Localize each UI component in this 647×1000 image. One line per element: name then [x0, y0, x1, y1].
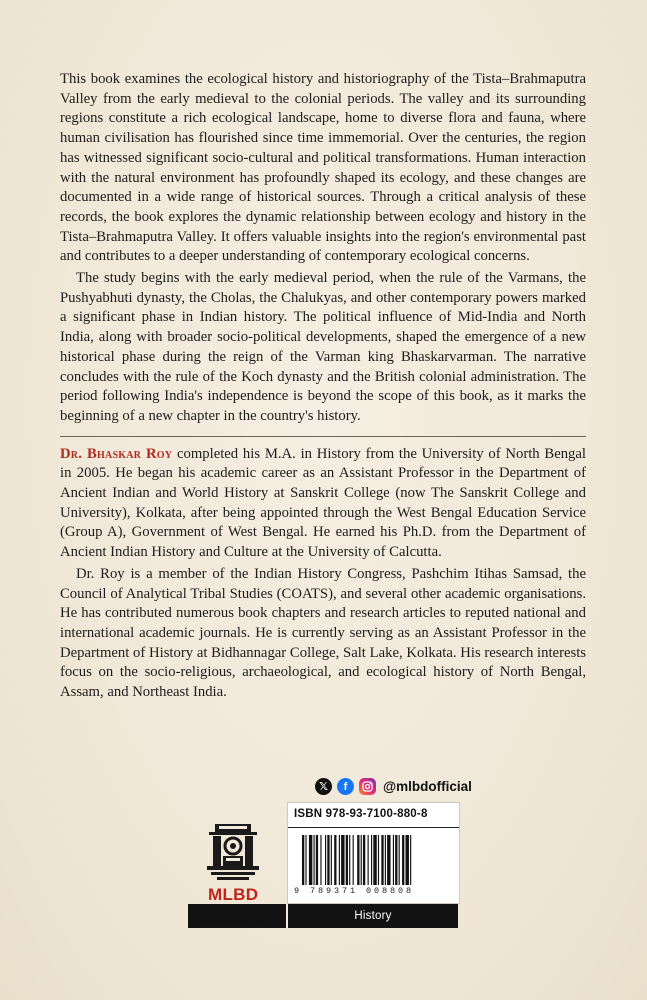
category-label: History	[354, 910, 392, 922]
barcode-bar	[373, 835, 376, 885]
barcode-bar	[346, 835, 348, 885]
synopsis-paragraph-2: The study begins with the early medieval period, when the rule of the Varmans, the Pushyabhuti dynasty, the Cholas, the Chalukyas, and other contemporary powers marked a significant phase in Indian history. The political influence of Mid-India and North India, along with broader socio-political developments, shaped the emergence of a new historical phase during the reign of the Varman king Bhaskarvarman. The narrative concludes with the rule of the Koch dynasty and the British colonial administration. The period following India's independence is beyond the scope of this book, as it marks the beginning of a new chapter in the country's history.	[60, 270, 586, 424]
barcode-bar	[399, 835, 400, 885]
facebook-icon[interactable]: f	[337, 778, 354, 795]
barcode-bar	[402, 835, 404, 885]
author-bio-text: completed his M.A. in History from the University of North Bengal in 2005. He began his academic career as an Assistant Professor in the Department of Ancient Indian and World History at Sanskrit College (now The Sanskrit College and University), Kolkata, after being appointed through the West Bengal Education Service (Group A), Government of West Bengal. He earned his Ph.D. from the Department of Ancient Indian History and Culture at the University of Calcutta.	[60, 445, 587, 561]
barcode-bar	[349, 835, 350, 885]
author-bio-paragraph-1	[60, 445, 586, 563]
barcode-bar	[378, 835, 379, 885]
isbn-barcode-box	[287, 802, 460, 904]
barcode-bar	[393, 835, 394, 885]
author-name: Dr. Bhaskar Roy	[60, 445, 173, 462]
barcode-bar	[339, 835, 340, 885]
barcode-bar	[316, 835, 318, 885]
barcode-bar	[368, 835, 369, 885]
publisher-logo-icon	[205, 822, 261, 884]
back-cover-footer	[0, 770, 647, 1000]
barcode-bar	[302, 835, 304, 885]
barcode-bar	[387, 835, 390, 885]
barcode-bar	[385, 835, 386, 885]
barcode-bar	[309, 835, 312, 885]
barcode-bar	[327, 835, 329, 885]
synopsis-paragraph-1: This book examines the ecological history and historiography of the Tista–Brahmaputra Valley from the early medieval to the colonial periods. The valley and its surrounding regions constitute a rich ecological landscape, home to diverse flora and fauna, where human civilisation has flourished since time immemorial. Over the centuries, the region has witnessed significant socio-cultural and political transformations. Human interaction with the natural environment has profoundly shaped its ecology, and these changes are documented in a wide range of historical sources. Through a critical analysis of these records, the book explores the dynamic relationship between ecology and history in the Tista–Brahmaputra Valley. It offers valuable insights into the region's environmental past and contributes to a deeper understanding of contemporary ecological concerns.	[60, 71, 586, 265]
barcode-bar	[331, 835, 332, 885]
barcode-bar	[305, 835, 306, 885]
text-block	[60, 70, 586, 703]
barcode-bar	[357, 835, 359, 885]
barcode-bar	[371, 835, 372, 885]
barcode-bar	[334, 835, 336, 885]
barcode-bar	[363, 835, 365, 885]
barcode-bar	[381, 835, 383, 885]
barcode-bar	[353, 835, 354, 885]
author-bio-paragraph-2: Dr. Roy is a member of the Indian History Congress, Pashchim Itihas Samsad, the Council of Analytical Tribal Studies (COATS), and several other academic organisations. He has contributed numerous book chapters and research articles to reputed national and international academic journals. He is currently serving as an Assistant Professor in the Department of History at Bidhannagar College, Salt Lake, Kolkata. His research interests focus on the socio-religious, archaeological, and ecological history of North Bengal, Assam, and Northeast India.	[60, 565, 586, 701]
publisher-website[interactable]: www.mlbd.in	[199, 916, 264, 928]
section-divider	[60, 436, 586, 437]
barcode-bar	[361, 835, 362, 885]
barcode-bar	[395, 835, 397, 885]
isbn-label: ISBN 978-93-7100-880-8	[294, 808, 428, 820]
x-icon[interactable]: 𝕏	[315, 778, 332, 795]
barcode-bar	[325, 835, 326, 885]
barcode-bar	[410, 835, 411, 885]
publisher-name: MLBD	[208, 885, 259, 904]
social-links	[315, 778, 472, 795]
barcode-bar	[320, 835, 321, 885]
social-handle[interactable]: @mlbdofficial	[383, 779, 472, 794]
barcode-digits: 9 789371 008808	[294, 886, 415, 896]
barcode	[302, 835, 447, 885]
barcode-bar	[341, 835, 344, 885]
barcode-bar	[406, 835, 409, 885]
instagram-icon[interactable]	[359, 778, 376, 795]
barcode-bar	[314, 835, 315, 885]
